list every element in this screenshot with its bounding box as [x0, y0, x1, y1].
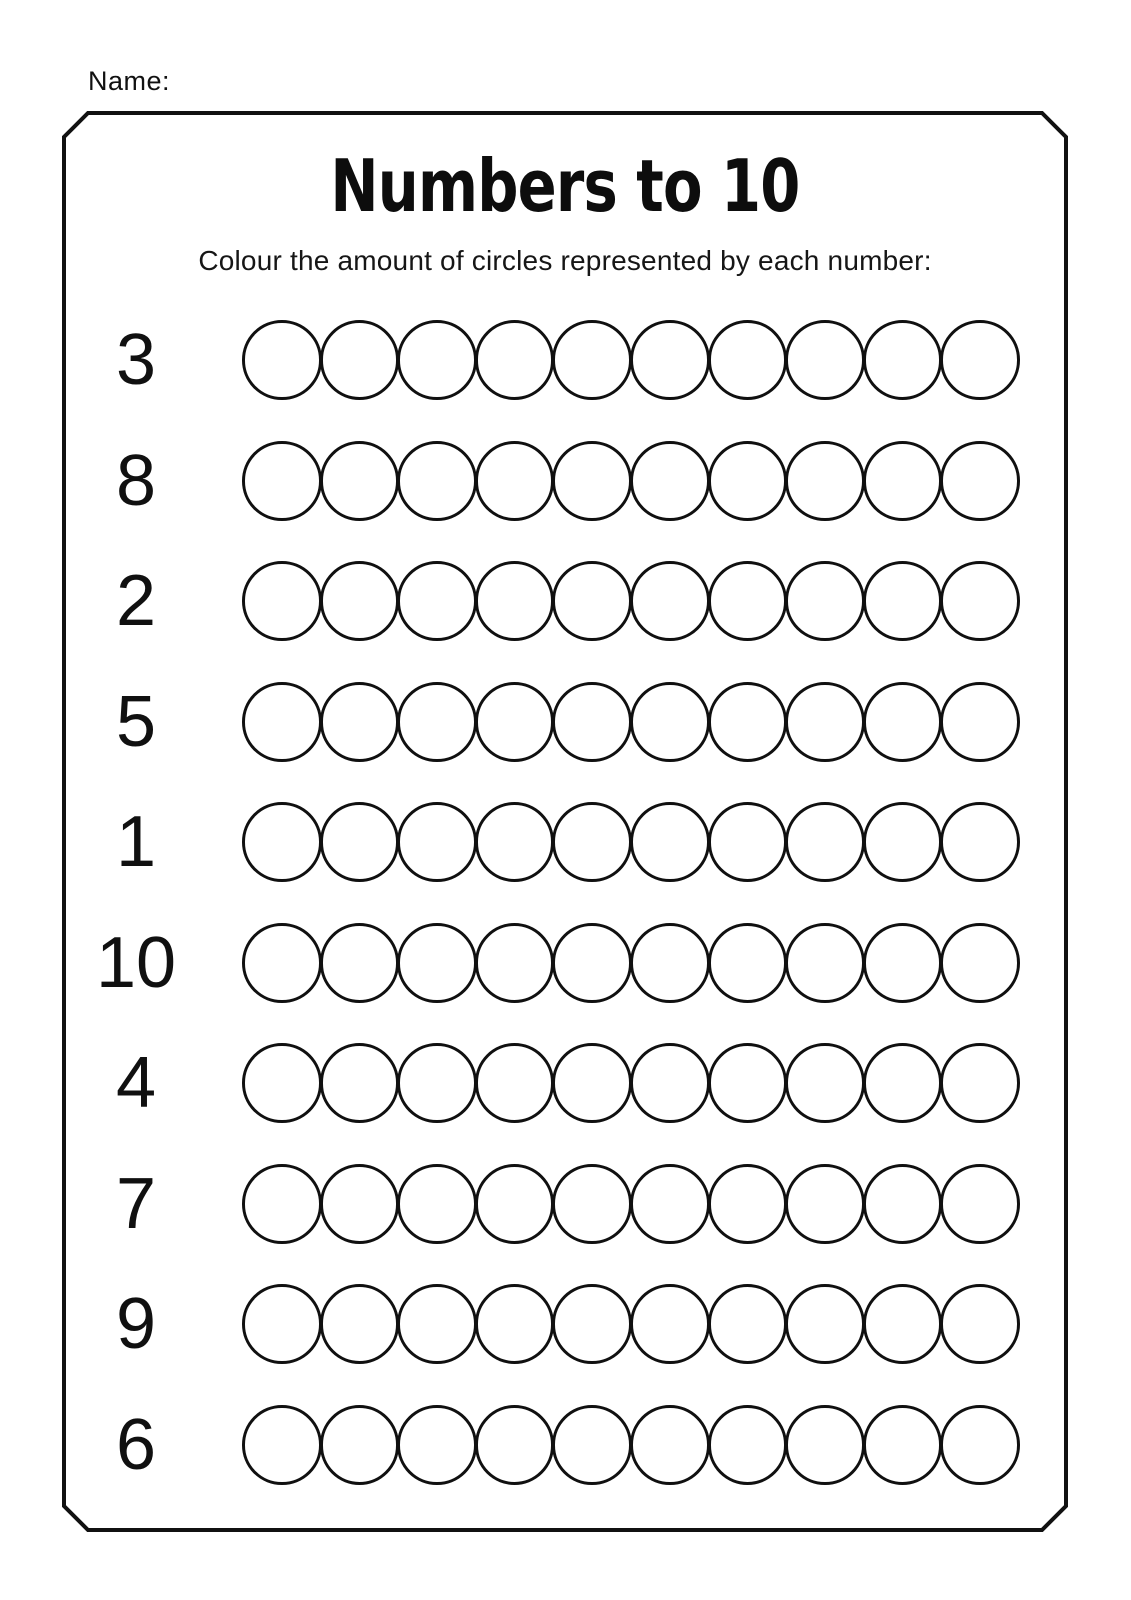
colour-circle[interactable] — [708, 1164, 788, 1244]
colour-circle[interactable] — [940, 1405, 1020, 1485]
colour-circle[interactable] — [940, 682, 1020, 762]
circle-strip — [242, 561, 1020, 641]
circle-strip — [242, 1284, 1020, 1364]
colour-circle[interactable] — [242, 1405, 322, 1485]
colour-circle[interactable] — [630, 441, 710, 521]
colour-circle[interactable] — [863, 682, 943, 762]
colour-circle[interactable] — [552, 1405, 632, 1485]
row-number-label: 2 — [115, 561, 157, 642]
colour-circle[interactable] — [397, 802, 477, 882]
colour-circle[interactable] — [242, 923, 322, 1003]
colour-circle[interactable] — [863, 1405, 943, 1485]
colour-circle[interactable] — [552, 682, 632, 762]
colour-circle[interactable] — [475, 682, 555, 762]
colour-circle[interactable] — [708, 320, 788, 400]
colour-circle[interactable] — [475, 1405, 555, 1485]
colour-circle[interactable] — [785, 1164, 865, 1244]
colour-circle[interactable] — [630, 1284, 710, 1364]
colour-circle[interactable] — [940, 1164, 1020, 1244]
colour-circle[interactable] — [320, 441, 400, 521]
colour-circle[interactable] — [397, 1043, 477, 1123]
colour-circle[interactable] — [320, 802, 400, 882]
colour-circle[interactable] — [242, 320, 322, 400]
circle-strip — [242, 682, 1020, 762]
colour-circle[interactable] — [242, 1043, 322, 1123]
colour-circle[interactable] — [940, 1284, 1020, 1364]
colour-circle[interactable] — [397, 1405, 477, 1485]
number-row — [62, 1023, 1068, 1144]
colour-circle[interactable] — [552, 1284, 632, 1364]
colour-circle[interactable] — [785, 320, 865, 400]
colour-circle[interactable] — [242, 802, 322, 882]
circle-strip — [242, 1043, 1020, 1123]
colour-circle[interactable] — [785, 682, 865, 762]
colour-circle[interactable] — [785, 802, 865, 882]
colour-circle[interactable] — [708, 923, 788, 1003]
colour-circle[interactable] — [320, 1164, 400, 1244]
circle-strip — [242, 802, 1020, 882]
colour-circle[interactable] — [552, 561, 632, 641]
row-number-label: 4 — [115, 1043, 157, 1124]
page-title: Numbers to 10 — [330, 144, 800, 228]
colour-circle[interactable] — [320, 682, 400, 762]
colour-circle[interactable] — [475, 441, 555, 521]
colour-circle[interactable] — [863, 923, 943, 1003]
colour-circle[interactable] — [552, 1043, 632, 1123]
number-row — [62, 782, 1068, 903]
colour-circle[interactable] — [320, 1405, 400, 1485]
colour-circle[interactable] — [630, 1164, 710, 1244]
colour-circle[interactable] — [397, 441, 477, 521]
row-number-label: 1 — [115, 802, 157, 883]
colour-circle[interactable] — [940, 320, 1020, 400]
colour-circle[interactable] — [785, 1043, 865, 1123]
colour-circle[interactable] — [242, 441, 322, 521]
colour-circle[interactable] — [708, 1405, 788, 1485]
number-row — [62, 662, 1068, 783]
colour-circle[interactable] — [552, 802, 632, 882]
colour-circle[interactable] — [940, 561, 1020, 641]
number-row — [62, 421, 1068, 542]
colour-circle[interactable] — [397, 320, 477, 400]
colour-circle[interactable] — [475, 802, 555, 882]
colour-circle[interactable] — [785, 561, 865, 641]
colour-circle[interactable] — [475, 923, 555, 1003]
rows-container — [62, 300, 1068, 1505]
row-number-label: 5 — [115, 681, 157, 762]
colour-circle[interactable] — [320, 1284, 400, 1364]
colour-circle[interactable] — [940, 1043, 1020, 1123]
colour-circle[interactable] — [552, 923, 632, 1003]
circle-strip — [242, 320, 1020, 400]
colour-circle[interactable] — [397, 923, 477, 1003]
colour-circle[interactable] — [630, 682, 710, 762]
colour-circle[interactable] — [552, 320, 632, 400]
colour-circle[interactable] — [708, 802, 788, 882]
circle-strip — [242, 923, 1020, 1003]
colour-circle[interactable] — [708, 441, 788, 521]
colour-circle[interactable] — [397, 682, 477, 762]
number-row — [62, 1385, 1068, 1506]
colour-circle[interactable] — [242, 682, 322, 762]
colour-circle[interactable] — [397, 1164, 477, 1244]
colour-circle[interactable] — [708, 1284, 788, 1364]
colour-circle[interactable] — [320, 1043, 400, 1123]
row-number-label: 8 — [115, 440, 157, 521]
circle-strip — [242, 1164, 1020, 1244]
colour-circle[interactable] — [397, 1284, 477, 1364]
circle-strip — [242, 1405, 1020, 1485]
colour-circle[interactable] — [630, 923, 710, 1003]
colour-circle[interactable] — [242, 1164, 322, 1244]
row-number-label: 7 — [115, 1163, 157, 1244]
colour-circle[interactable] — [320, 561, 400, 641]
colour-circle[interactable] — [242, 561, 322, 641]
colour-circle[interactable] — [475, 1043, 555, 1123]
row-number-label: 9 — [115, 1284, 157, 1365]
colour-circle[interactable] — [863, 1043, 943, 1123]
colour-circle[interactable] — [630, 1405, 710, 1485]
colour-circle[interactable] — [940, 441, 1020, 521]
colour-circle[interactable] — [785, 441, 865, 521]
colour-circle[interactable] — [708, 1043, 788, 1123]
row-number-label: 3 — [115, 320, 157, 401]
colour-circle[interactable] — [863, 1164, 943, 1244]
colour-circle[interactable] — [708, 561, 788, 641]
colour-circle[interactable] — [863, 1284, 943, 1364]
colour-circle[interactable] — [785, 1405, 865, 1485]
colour-circle[interactable] — [863, 802, 943, 882]
colour-circle[interactable] — [242, 1284, 322, 1364]
colour-circle[interactable] — [708, 682, 788, 762]
number-row — [62, 300, 1068, 421]
colour-circle[interactable] — [630, 320, 710, 400]
colour-circle[interactable] — [785, 1284, 865, 1364]
colour-circle[interactable] — [863, 320, 943, 400]
colour-circle[interactable] — [397, 561, 477, 641]
colour-circle[interactable] — [630, 1043, 710, 1123]
number-row — [62, 541, 1068, 662]
colour-circle[interactable] — [785, 923, 865, 1003]
number-row — [62, 1144, 1068, 1265]
instruction-text: Colour the amount of circles represented by each number: — [198, 245, 932, 276]
colour-circle[interactable] — [863, 441, 943, 521]
colour-circle[interactable] — [940, 802, 1020, 882]
colour-circle[interactable] — [630, 561, 710, 641]
colour-circle[interactable] — [320, 320, 400, 400]
colour-circle[interactable] — [475, 1284, 555, 1364]
circle-strip — [242, 441, 1020, 521]
colour-circle[interactable] — [475, 561, 555, 641]
colour-circle[interactable] — [320, 923, 400, 1003]
row-number-label: 6 — [115, 1404, 157, 1485]
colour-circle[interactable] — [552, 441, 632, 521]
row-number-label: 10 — [95, 922, 177, 1003]
colour-circle[interactable] — [630, 802, 710, 882]
colour-circle[interactable] — [475, 1164, 555, 1244]
number-row — [62, 903, 1068, 1024]
colour-circle[interactable] — [552, 1164, 632, 1244]
name-label: Name: — [88, 66, 171, 96]
colour-circle[interactable] — [475, 320, 555, 400]
colour-circle[interactable] — [940, 923, 1020, 1003]
colour-circle[interactable] — [863, 561, 943, 641]
number-row — [62, 1264, 1068, 1385]
